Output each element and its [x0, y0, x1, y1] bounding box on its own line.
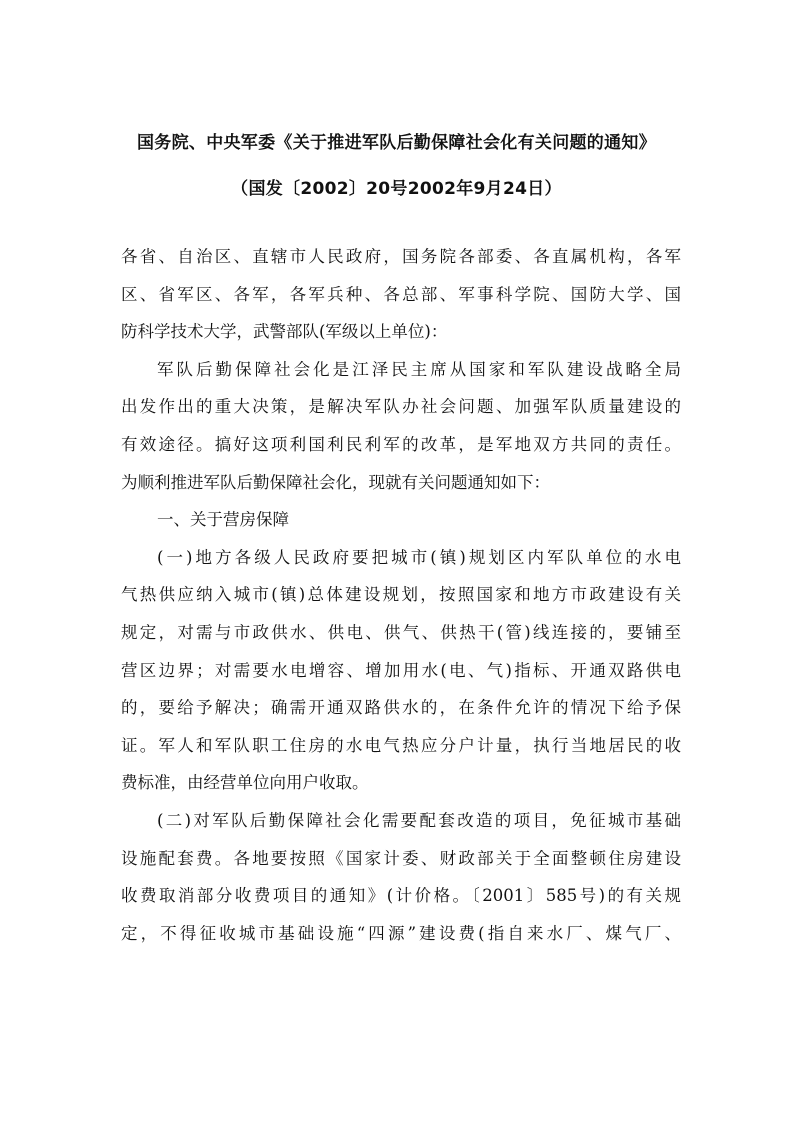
- paragraph: [121, 501, 681, 539]
- paragraph-line: 营区边界；对需要水电增容、增加用水(电、气)指标、开通双路供电: [121, 660, 681, 680]
- paragraph: [121, 351, 681, 501]
- paragraph-line: 费标准，由经营单位向用户收取。: [121, 773, 369, 793]
- paragraph: [121, 802, 681, 952]
- paragraph-line: 军队后勤保障社会化是江泽民主席从国家和军队建设战略全局: [157, 359, 681, 379]
- paragraph: [121, 238, 681, 351]
- paragraph-line: 的，要给予解决；确需开通双路供水的，在条件允许的情况下给予保: [121, 698, 681, 718]
- paragraph-line: 定，不得征收城市基础设施“四源”建设费(指自来水厂、煤气厂、: [121, 923, 681, 943]
- paragraph-line: 气热供应纳入城市(镇)总体建设规划，按照国家和地方市政建设有关: [121, 585, 681, 605]
- paragraph-line: 区、省军区、各军，各军兵种、各总部、军事科学院、国防大学、国: [121, 284, 681, 304]
- document-subtitle: （国发〔2002〕20号2002年9月24日）: [231, 179, 562, 199]
- paragraph-line: (二)对军队后勤保障社会化需要配套改造的项目，免征城市基础: [157, 810, 681, 830]
- paragraph-line: 一、关于营房保障: [157, 510, 289, 530]
- document-body: [121, 238, 681, 952]
- paragraph-line: (一)地方各级人民政府要把城市(镇)规划区内军队单位的水电: [157, 547, 681, 567]
- paragraph-line: 收费取消部分收费项目的通知》(计价格。〔2001〕585号)的有关规: [121, 886, 681, 906]
- paragraph-line: 设施配套费。各地要按照《国家计委、财政部关于全面整顿住房建设: [121, 848, 681, 868]
- paragraph-line: 出发作出的重大决策，是解决军队办社会问题、加强军队质量建设的: [121, 397, 681, 417]
- paragraph-line: 证。军人和军队职工住房的水电气热应分户计量，执行当地居民的收: [121, 735, 681, 755]
- paragraph: [121, 539, 681, 802]
- paragraph-line: 规定，对需与市政供水、供电、供气、供热干(管)线连接的，要铺至: [121, 622, 681, 642]
- document-title: 国务院、中央军委《关于推进军队后勤保障社会化有关问题的通知》: [137, 133, 656, 153]
- paragraph-line: 为顺利推进军队后勤保障社会化，现就有关问题通知如下：: [121, 472, 550, 492]
- paragraph-line: 有效途径。搞好这项利国利民利军的改革，是军地双方共同的责任。: [121, 434, 681, 454]
- paragraph-line: 各省、自治区、直辖市人民政府，国务院各部委、各直属机构，各军: [121, 247, 681, 266]
- paragraph-line: 防科学技术大学，武警部队(军级以上单位)：: [121, 322, 448, 342]
